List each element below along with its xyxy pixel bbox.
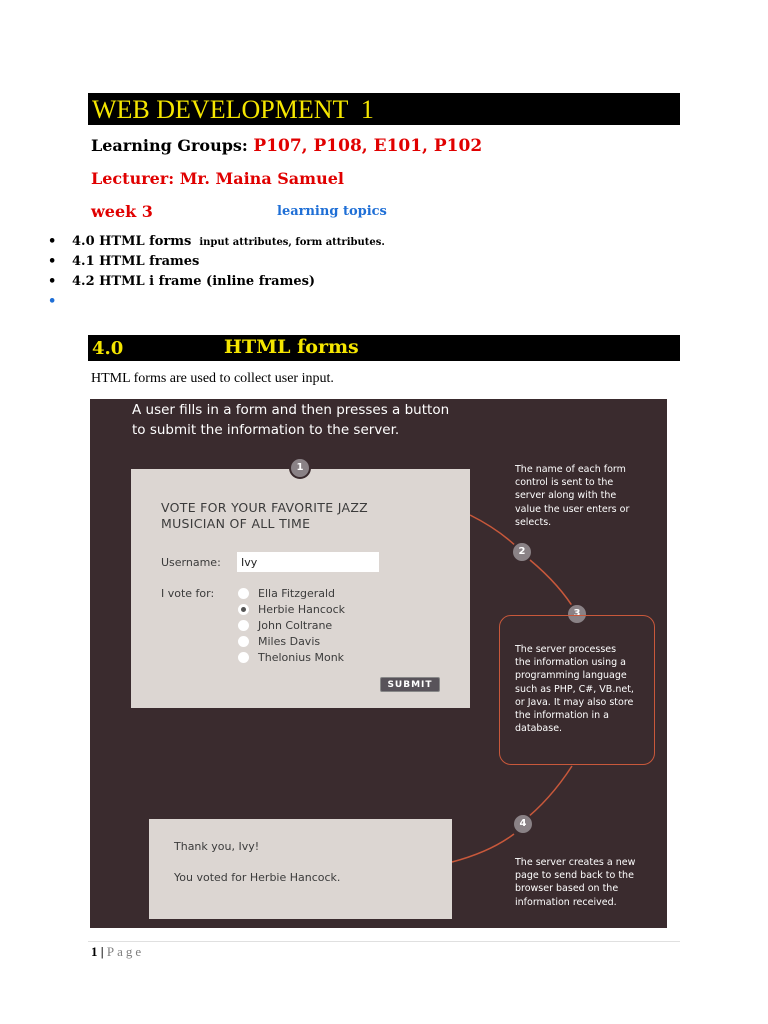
topic-main: 4.2 HTML i frame (inline frames) [72, 274, 316, 289]
note-line: control is sent to the [515, 477, 614, 489]
option-label: Ella Fitzgerald [258, 586, 336, 600]
radio-button[interactable] [238, 652, 249, 663]
note-line: server along with the [515, 490, 617, 502]
page-footer [91, 944, 144, 960]
note-line: value the user enters or [515, 503, 630, 515]
option-label: Miles Davis [258, 634, 321, 648]
radio-option[interactable] [238, 649, 344, 665]
page-number: 1 [91, 944, 98, 959]
lecturer: Lecturer: Mr. Maina Samuel [91, 169, 344, 188]
note-line: The server processes [515, 644, 617, 655]
topic-detail: input attributes, form attributes. [199, 237, 385, 248]
option-label: Thelonius Monk [258, 650, 345, 664]
radio-option[interactable] [238, 585, 335, 601]
radio-button[interactable] [238, 636, 249, 647]
note-line: database. [515, 723, 563, 735]
username-label: Username: [161, 556, 221, 569]
note-line: the information in a [515, 710, 609, 722]
note-line: programming language [515, 670, 627, 682]
note-line: information received. [515, 896, 617, 908]
note-line: The name of each form [515, 464, 626, 475]
bullet-icon: • [48, 294, 57, 309]
radio-button[interactable] [238, 588, 249, 599]
note-line: page to send back to the [515, 870, 634, 882]
topic-main: 4.1 HTML frames [72, 254, 200, 269]
intro-text: HTML forms are used to collect user input. [91, 371, 334, 386]
radio-button-selected[interactable] [238, 604, 249, 615]
figure-heading [132, 400, 492, 440]
option-label: John Coltrane [258, 618, 333, 632]
submit-button[interactable]: SUBMIT [380, 677, 440, 692]
topic-main: 4.0 HTML forms [72, 234, 192, 249]
step-badge-3: 3 [566, 603, 588, 625]
bullet-icon: • [48, 234, 57, 249]
note-step-3 [515, 643, 634, 735]
figure-heading-line: A user fills in a form and then presses a button [132, 402, 450, 418]
page-word: Page [106, 944, 145, 959]
thanks-message: Thank you, Ivy! [174, 840, 260, 853]
note-line: or Java. It may also store [515, 696, 634, 708]
learning-topics: learning topics [277, 204, 387, 219]
radio-option[interactable] [238, 617, 332, 633]
radio-button[interactable] [238, 620, 249, 631]
groups-label: Learning Groups [91, 136, 242, 155]
note-line: such as PHP, C#, VB.net, [515, 683, 634, 695]
form-title [161, 500, 451, 532]
username-input[interactable] [237, 552, 379, 572]
footer-sep: | [97, 944, 107, 959]
radio-option[interactable] [238, 633, 320, 649]
groups-sep: : [241, 136, 254, 155]
radio-option[interactable] [238, 601, 345, 617]
response-page [149, 819, 452, 919]
footer-divider [88, 941, 680, 942]
note-line: browser based on the [515, 883, 619, 895]
note-step-4 [515, 856, 635, 909]
document-title: WEB DEVELOPMENT 1 [92, 95, 374, 124]
week: week 3 [91, 202, 153, 221]
note-step-1 [515, 463, 629, 529]
connector-2-3 [530, 560, 576, 612]
bullet-icon: • [48, 254, 57, 269]
form-title-line: MUSICIAN OF ALL TIME [161, 516, 311, 531]
note-line: the information using a [515, 657, 626, 669]
vote-label: I vote for: [161, 587, 215, 600]
note-line: The server creates a new [515, 857, 636, 868]
option-label: Herbie Hancock [258, 602, 346, 616]
connector-4-page [452, 834, 514, 862]
section-number: 4.0 [92, 338, 124, 359]
connector-3-4 [522, 766, 572, 822]
figure-heading-line: to submit the information to the server. [132, 422, 400, 438]
bullet-icon: • [48, 274, 57, 289]
groups-value: P107, P108, E101, P102 [253, 136, 483, 156]
vote-confirmation: You voted for Herbie Hancock. [174, 871, 341, 884]
step-badge-1: 1 [289, 457, 311, 479]
note-line: selects. [515, 516, 552, 528]
step-badge-2: 2 [511, 541, 533, 563]
form-title-line: VOTE FOR YOUR FAVORITE JAZZ [161, 500, 369, 515]
section-title: HTML forms [224, 336, 359, 358]
step-badge-4: 4 [512, 813, 534, 835]
